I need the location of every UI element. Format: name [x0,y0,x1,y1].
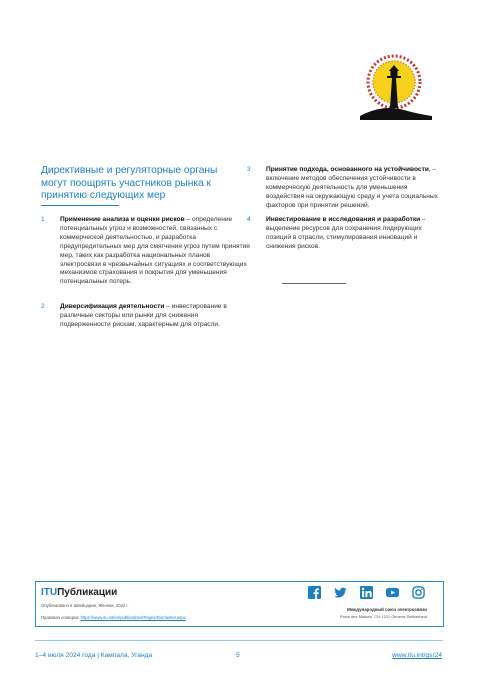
page-number: 5 [236,652,240,659]
item-number: 3 [247,166,251,173]
intro-divider [41,205,119,206]
instagram-icon[interactable] [412,586,425,599]
item-text: – выделение ресурсов для сохранения лидирующих позиций в отрасли, стимулирования инноваций и снижения рисков. [266,216,426,250]
legal-disclaimer: Правовая оговорка: https://www.itu.int/en/publications/Pages/Disclaimer.aspx [41,615,186,620]
disclaimer-link[interactable]: https://www.itu.int/en/publications/Pages/Disclaimer.aspx [80,615,186,620]
item-number: 1 [41,216,45,223]
item-number: 4 [247,216,251,223]
item-title: Принятие подхода, основанного на устойчивости [266,166,429,173]
footer-event: 1–4 июля 2024 года | Кампала, Уганда [35,652,153,659]
item-text: – определение потенциальных угроз и возможностей, связанных с коммерческой деятельностью, и разработка предупредительных мер для смягчения угроз путем принятия мер, таких как разработка национальных планов электросвязи в чрезвычайных ситуациях и соответствующих механизмов страхования и покрытия для уменьшения потенциальных потерь. [60,216,250,286]
youtube-icon[interactable] [386,586,399,599]
lighthouse-logo [352,52,432,124]
section-divider [282,283,346,284]
item-title: Применение анализа и оценки рисков [60,216,185,223]
linkedin-icon[interactable] [360,586,373,599]
item-text: , – включение методов обеспечения устойчивости в коммерческую деятельность для уменьшения воздействия на окружающую среду и учета социальных факторов при принятии решений. [266,166,438,209]
intro-heading: Директивные и регуляторные органы могут поощрять участников рынка к принятию следующих мер [41,165,218,202]
organization-name: Международный союз электросвязи [347,607,427,612]
item-title: Инвестирование в исследования и разработки [266,216,421,223]
publications-box [35,581,444,627]
publications-title: ITUПубликации [41,587,118,598]
item-number: 2 [41,303,45,310]
item-title: Диверсификация деятельности [60,303,165,310]
publication-date: Опубликовано в Швейцарии, Женева, 2022 г. [41,603,129,608]
footer-divider [35,640,443,641]
organization-address: Place des Nations, CH-1211 Geneva Switzerland [339,614,427,619]
twitter-icon[interactable] [334,586,347,599]
footer-url-link[interactable]: www.itu.int/gsr24 [392,652,442,659]
facebook-icon[interactable] [308,586,321,599]
item-text: – инвестирование в различные секторы или рынки для снижения подверженности рискам, характерным для отрасли. [60,303,227,328]
